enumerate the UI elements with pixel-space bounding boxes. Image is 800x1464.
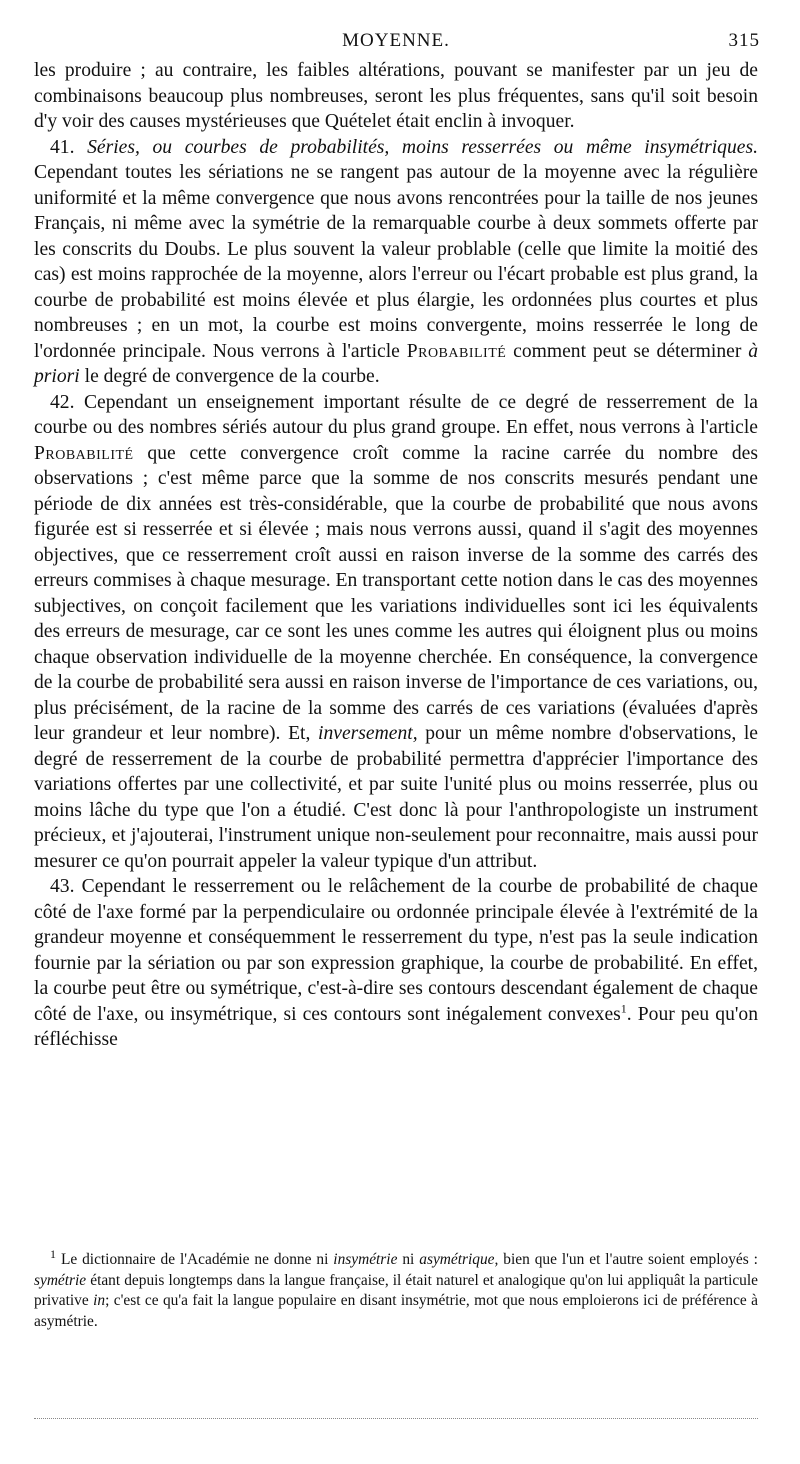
footnote-text-d: étant depuis longtemps dans la langue française, il était naturel et analogique qu'on lui appliquât la particule privative	[34, 1271, 758, 1309]
paragraph-42-text-b: que cette convergence croît comme la racine carrée du nombre des observations ; c'est même parce que la somme de nos conscrits mesurés pendant une période de dix années est très-considérable, que la courbe de probabilité que nous avons figurée est si resserrée et si élevée ; mais nous verrons aussi, quand il s'agit des moyennes objectives, que ce resserrement croît aussi en raison inverse de la somme des carrés des erreurs commises à chaque mesurage. En transportant cette notion dans le cas des moyennes subjectives, on conçoit facilement que les variations individuelles sont ici les équivalents des erreurs de mesurage, car ce sont les unes comme les autres qui éloignent plus ou moins chaque observation individuelle de la moyenne cherchée. En conséquence, la convergence de la courbe de probabilité sera aussi en raison inverse de l'importance de ces variations, ou, plus précisément, de la racine de la somme des carrés de ces variations (évaluées d'après leur grandeur et leur nombre). Et,	[34, 442, 758, 744]
footnote-text-c: bien que l'un et l'autre soient employés :	[503, 1251, 758, 1268]
paragraph-43-text-a: Cependant le resserrement ou le relâchement de la courbe de probabilité de chaque côté de l'axe formé par la perpendiculaire ou ordonnée principale élevée à l'extrémité de la grandeur moyenne et conséquemment le resserrement du type, n'est pas la seule indication fournie par la sériation ou par son expression graphique, la courbe de probabilité. En effet, la courbe peut être ou symétrique, c'est-à-dire ses contours descendant également de chaque côté de l'axe, ou insymétrique, si ces contours sont inégalement convexes	[34, 876, 758, 1025]
paragraph-41-text-a: Cependant toutes les sériations ne se rangent pas autour de la moyenne avec la régulière uniformité et la même convergence que nous avons rencontrées pour la taille de nos jeunes Français, ni même avec la symétrie de la remarquable courbe à deux sommets offerte par les conscrits du Doubs. Le plus souvent la valeur problable (celle que limite la moitié des cas) est moins rapprochée de la moyenne, alors l'erreur ou l'écart probable est plus grand, la courbe de probabilité est moins élevée et plus élargie, les ordonnées plus courtes et plus nombreuses ; en un mot, la courbe est moins convergente, moins resserrée le long de l'ordonnée principale. Nous verrons à l'article	[34, 162, 758, 362]
paragraph-42	[34, 390, 758, 875]
footnote-area	[34, 1246, 758, 1332]
bottom-dotted-rule	[34, 1418, 758, 1419]
section-number-41: 41.	[50, 136, 75, 158]
main-text	[34, 58, 758, 1053]
paragraph-41-text-b: comment peut se déterminer	[513, 340, 742, 362]
italic-in: in	[93, 1292, 106, 1309]
paragraph-41-text-c: le degré de convergence de la courbe.	[84, 366, 380, 387]
italic-inversement: inversement,	[318, 723, 418, 744]
italic-insymetrie: insymétrie	[333, 1251, 398, 1268]
paragraph-43	[34, 874, 758, 1053]
section-number-43: 43.	[50, 876, 75, 897]
footnote-mark: 1	[50, 1246, 56, 1261]
italic-symetrie: symétrie	[34, 1271, 87, 1289]
footnote-text-a: Le dictionnaire de l'Académie ne donne ni	[60, 1251, 329, 1268]
page-number: 315	[728, 30, 760, 51]
footnote-text-b: ni	[402, 1251, 415, 1268]
paragraph-42-text-a: Cependant un enseignement important résulte de ce degré de resserrement de la courbe ou des nombres sériés autour du plus grand groupe. En effet, nous verrons à l'article	[34, 391, 758, 438]
footnote-reference[interactable]: 1	[620, 1000, 627, 1015]
section-number-42: 42.	[50, 391, 75, 413]
running-title: MOYENNE.	[342, 30, 450, 51]
paragraph-42-text-c: pour un même nombre d'observations, le degré de resserrement de la courbe de probabilité permettra d'apprécier l'importance des variations offertes par une collectivité, et par suite l'unité plus ou moins resserrée, plus ou moins lâche du type que l'on a étudié. C'est donc là pour l'anthropologiste un instrument précieux, et j'ajouterai, l'instrument unique non-seulement pour reconnaitre, mais aussi pour mesurer ce qu'on pourrait appeler la valeur typique d'un attribut.	[34, 723, 758, 872]
paragraph-43-text-b: . Pour peu qu'on réfléchisse	[34, 1003, 758, 1050]
cross-reference-probabilite: Probabilité	[406, 340, 507, 362]
italic-a-priori: à priori	[34, 340, 758, 387]
footnote-1	[34, 1246, 758, 1332]
footnote-text-e: ; c'est ce qu'a fait la langue populaire en disant insymétrie, mot que nous emploierons ici de préférence à asymétrie.	[34, 1292, 758, 1330]
paragraph-41	[34, 135, 758, 390]
running-header	[32, 30, 760, 54]
cross-reference-probabilite: Probabilité	[34, 442, 134, 464]
italic-asymetrique: asymétrique,	[419, 1251, 499, 1268]
paragraph-continuation: les produire ; au contraire, les faibles altérations, pouvant se manifester par un jeu de combinaisons beaucoup plus nombreuses, seront les plus fréquentes, sans qu'il soit besoin d'y voir des causes mystérieuses que Quételet était enclin à invoquer.	[34, 60, 758, 132]
section-heading-41: Séries, ou courbes de probabilités, moins resserrées ou même insymétriques.	[87, 136, 758, 158]
